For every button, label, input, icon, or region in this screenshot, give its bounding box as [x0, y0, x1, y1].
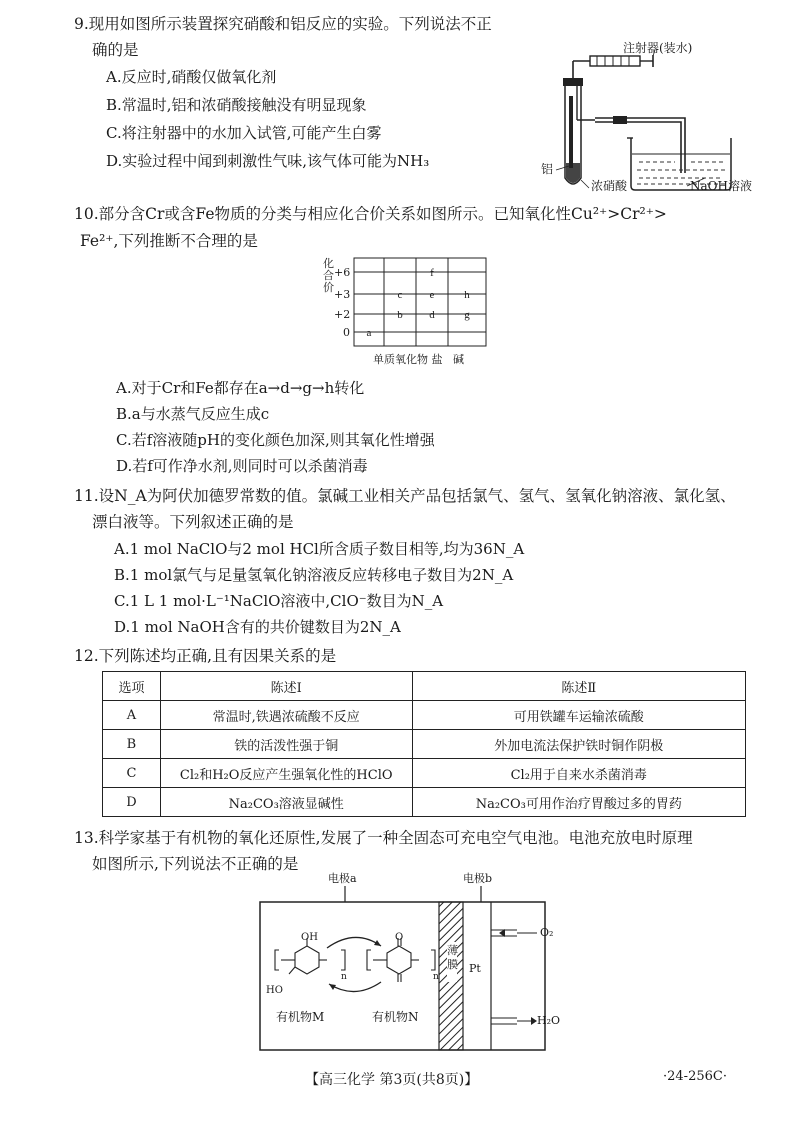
q11-option-a: A.1 mol NaClO与2 mol HCl所含质子数目相等,均为36N_A	[114, 540, 525, 558]
q11-option-b: B.1 mol氯气与足量氢氧化钠溶液反应转移电子数目为2N_A	[114, 566, 514, 584]
o2-label: O₂	[540, 926, 554, 939]
q9-option-c: C.将注射器中的水加入试管,可能产生白雾	[106, 124, 382, 142]
pt-label: Pt	[469, 962, 481, 975]
q11-stem-line2: 漂白液等。下列叙述正确的是	[92, 513, 294, 531]
test-tube-icon	[563, 78, 595, 184]
q10-option-c: C.若f溶液随pH的变化颜色加深,则其氧化性增强	[116, 431, 435, 449]
q10-option-a: A.对于Cr和Fe都存在a→d→g→h转化	[116, 379, 365, 397]
table-header-cell: 选项	[103, 672, 161, 701]
ho-label: HO	[266, 985, 283, 996]
point-f: f	[430, 267, 434, 279]
q9-option-b: B.常温时,铝和浓硝酸接触没有明显现象	[106, 96, 367, 114]
q9-option-a: A.反应时,硝酸仅做氧化剂	[106, 68, 277, 86]
q11-option-c: C.1 L 1 mol·L⁻¹NaClO溶液中,ClO⁻数目为N_A	[114, 592, 444, 610]
q10-xlabels: 单质氧化物 盐 碱	[373, 353, 464, 366]
q10-ylabel	[323, 258, 334, 294]
o-top-label: O	[395, 932, 404, 943]
ylabel-char-2: 合	[323, 269, 334, 282]
table-cell: Na₂CO₃可用作治疗胃酸过多的胃药	[412, 788, 745, 817]
table-header-cell: 陈述Ⅱ	[412, 672, 745, 701]
exam-code: ·24-256C·	[663, 1069, 727, 1084]
point-g: g	[464, 309, 470, 321]
naoh-solution-label: NaOH溶液	[690, 179, 752, 193]
q10-stem-line1: 10.部分含Cr或含Fe物质的分类与相应化合价关系如图所示。已知氧化性Cu²⁺>Cr²⁺>	[74, 205, 667, 223]
ytick-plus3: +3	[334, 288, 351, 301]
oh-label: OH	[301, 932, 318, 943]
table-cell: C	[103, 759, 161, 788]
conc-nitric-acid-label: 浓硝酸	[591, 179, 628, 193]
q9-stem-line2: 确的是	[92, 41, 139, 59]
q9-option-d: D.实验过程中闻到刺激性气味,该气体可能为NH₃	[106, 152, 430, 170]
q12-stem: 12.下列陈述均正确,且有因果关系的是	[74, 647, 337, 665]
ylabel-char-1: 化	[323, 257, 334, 270]
table-cell: 铁的活泼性强于铜	[160, 730, 412, 759]
ytick-plus2: +2	[334, 308, 351, 321]
point-a: a	[366, 327, 372, 339]
table-cell: A	[103, 701, 161, 730]
point-c: c	[397, 289, 403, 301]
delivery-tube	[595, 116, 685, 173]
table-cell: 可用铁罐车运输浓硫酸	[412, 701, 745, 730]
table-cell: Cl₂和H₂O反应产生强氧化性的HClO	[160, 759, 412, 788]
q10-option-d: D.若f可作净水剂,则同时可以杀菌消毒	[116, 457, 368, 475]
q11-stem-line1: 11.设N_A为阿伏加德罗常数的值。氯碱工业相关产品包括氯气、氢气、氢氧化钠溶液、氯化氢、	[74, 487, 736, 505]
h2o-label: H₂O	[537, 1014, 561, 1027]
ylabel-char-3: 价	[323, 281, 334, 294]
q9-stem-line1: 9.现用如图所示装置探究硝酸和铝反应的实验。下列说法不正	[74, 15, 492, 33]
table-row	[103, 701, 746, 730]
ytick-plus6: +6	[334, 266, 351, 279]
q12-table	[102, 671, 746, 817]
table-cell: 常温时,铁遇浓硫酸不反应	[160, 701, 412, 730]
q13-stem-line1: 13.科学家基于有机物的氧化还原性,发展了一种全固态可充电空气电池。电池充放电时原理	[74, 829, 693, 847]
table-header-cell: 陈述Ⅰ	[160, 672, 412, 701]
membrane-label: 薄膜	[447, 944, 458, 971]
page-footer: 【高三化学 第3页(共8页)】	[305, 1072, 479, 1088]
q10-stem-line2: Fe²⁺,下列推断不合理的是	[80, 232, 258, 250]
organic-m-label: 有机物M	[276, 1010, 325, 1024]
point-d: d	[429, 309, 435, 321]
n-subscript-n: n	[433, 972, 439, 982]
electrode-a-label: 电极a	[328, 872, 357, 885]
table-cell: Cl₂用于自来水杀菌消毒	[412, 759, 745, 788]
table-row	[103, 730, 746, 759]
ytick-zero: 0	[343, 326, 350, 339]
table-row	[103, 759, 746, 788]
q10-option-b: B.a与水蒸气反应生成c	[116, 405, 270, 423]
syringe-icon	[573, 55, 653, 86]
n-subscript-m: n	[341, 972, 347, 982]
table-cell: Na₂CO₃溶液显碱性	[160, 788, 412, 817]
point-e: e	[429, 289, 435, 301]
electrode-b-label: 电极b	[463, 872, 493, 885]
q13-battery-figure	[255, 878, 575, 1056]
point-b: b	[397, 309, 403, 321]
point-h: h	[464, 289, 470, 301]
table-row	[103, 788, 746, 817]
syringe-label: 注射器(装水)	[623, 41, 693, 55]
q13-stem-line2: 如图所示,下列说法不正确的是	[92, 855, 299, 873]
organic-n-label: 有机物N	[372, 1010, 419, 1024]
aluminum-label: 铝	[541, 162, 554, 176]
table-header-row	[103, 672, 746, 701]
table-cell: B	[103, 730, 161, 759]
table-cell: D	[103, 788, 161, 817]
q9-apparatus-figure	[535, 38, 775, 198]
q11-option-d: D.1 mol NaOH含有的共价键数目为2N_A	[114, 618, 401, 636]
table-cell: 外加电流法保护铁时铜作阴极	[412, 730, 745, 759]
